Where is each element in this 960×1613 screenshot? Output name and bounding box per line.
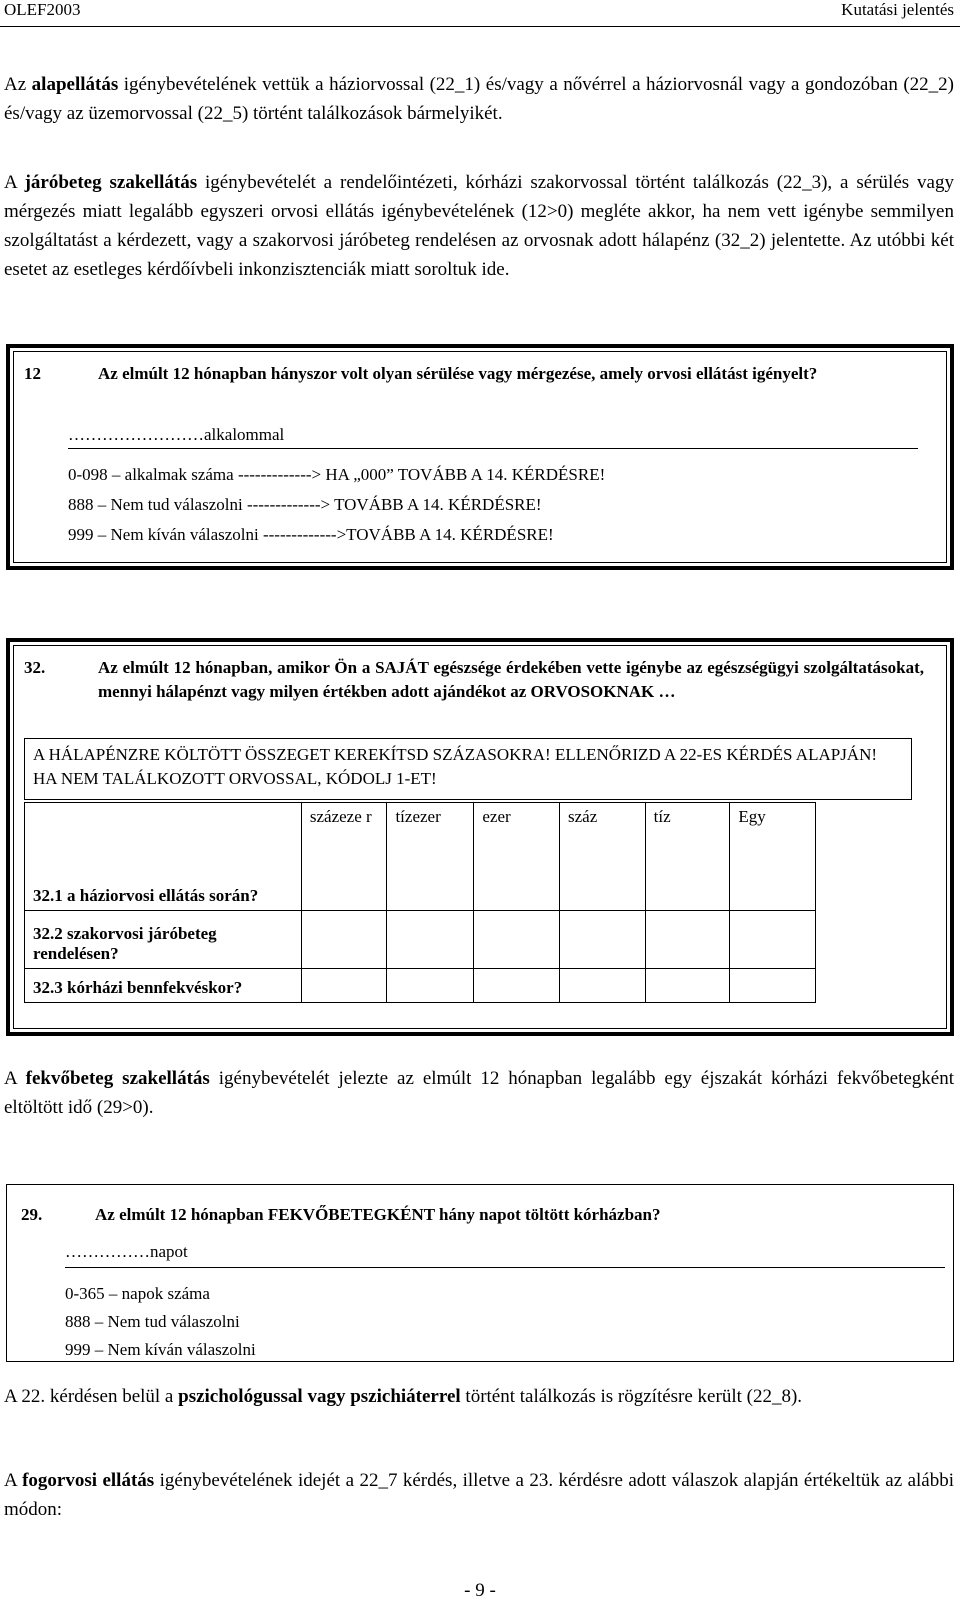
q32-col-header-5: tíz (645, 803, 730, 911)
q32-col-header-3: ezer (474, 803, 560, 911)
q32-col-header-6: Egy (730, 803, 816, 911)
q32-col-header-1: százeze r (301, 803, 387, 911)
end-p1-c: történt találkozás is rögzítésre került (22_8). (460, 1386, 803, 1407)
q32-row-label-1: 32.1 a háziorvosi ellátás során? (25, 803, 302, 911)
q32-col-header-4: száz (559, 803, 645, 911)
intro-p1-c: igénybevételének vettük a háziorvossal (22_1) és/vagy a nővérrel a háziorvosnál vagy a gondozóban (22_2) és/vagy az üzemorvossal (22_5) történt találkozások bármelyikét. (4, 74, 955, 124)
q32-cell[interactable] (645, 911, 730, 969)
inpatient-paragraph (4, 1064, 954, 1122)
q12-answer: ……………………alkalommal (68, 425, 285, 444)
q32-cell[interactable] (730, 969, 816, 1003)
header-rule (0, 26, 960, 27)
q32-cell[interactable] (387, 969, 474, 1003)
q32-cell[interactable] (730, 911, 816, 969)
end-p1-a: A 22. kérdésen belül a (4, 1386, 179, 1407)
q29-option-1: 0-365 – napok száma (65, 1284, 210, 1303)
q32-cell[interactable] (559, 911, 645, 969)
dental-paragraph (4, 1466, 954, 1524)
end-p2-b: fogorvosi ellátás (22, 1470, 155, 1491)
mid-b: fekvőbeteg szakellátás (25, 1068, 210, 1089)
intro-p1-b: alapellátás (31, 74, 119, 95)
intro-p1-a: Az (4, 74, 32, 95)
q29-answer: ……………napot (65, 1242, 188, 1261)
q32-amount-table (24, 802, 816, 1003)
q32-cell[interactable] (474, 911, 560, 969)
q29-option-2: 888 – Nem tud válaszolni (65, 1312, 240, 1331)
q32-cell[interactable] (559, 969, 645, 1003)
end-p1-b: pszichológussal vagy pszichiáterrel (178, 1386, 461, 1407)
question-29-box (6, 1184, 954, 1362)
intro-p2-c: igénybevételét a rendelőintézeti, kórházi szakorvossal történt találkozás (22_3), a sérülés vagy mérgezés miatt legalább egyszeri orvosi ellátás igénybevételének (12>0) megléte akkor, ha nem vett igénybe semmilyen szolgáltatást a kérdezett, vagy a szakorvosi járóbeteg rendelésen az orvosnak adott hálapénz (32_2) jelentette. Az utóbbi két esetet az esetleges kérdőívbeli inkonzisztenciák miatt soroltuk ide. (4, 172, 954, 280)
q32-cell[interactable] (474, 969, 560, 1003)
q12-heading (24, 362, 924, 410)
q32-cell[interactable] (387, 911, 474, 969)
q12-option-2: 888 – Nem tud válaszolni -------------> TOVÁBB A 14. KÉRDÉSRE! (68, 495, 542, 514)
q32-row-3 (25, 969, 816, 1003)
question-12-box (6, 344, 954, 570)
q32-heading (24, 656, 924, 728)
intro-paragraph-2 (4, 168, 954, 284)
q12-option-1: 0-098 – alkalmak száma -------------> HA „000” TOVÁBB A 14. KÉRDÉSRE! (68, 465, 606, 484)
q12-rule (68, 448, 918, 449)
q32-text: Az elmúlt 12 hónapban, amikor Ön a SAJÁT egészsége érdekében vette igénybe az egészségügyi szolgáltatásokat, mennyi hálapénzt vagy milyen értékben adott ajándékot az ORVOSOKNAK … (98, 658, 924, 701)
q32-cell[interactable] (645, 969, 730, 1003)
q32-col-header-2: tízezer (387, 803, 474, 911)
question-32-box (6, 638, 954, 1036)
q12-text: Az elmúlt 12 hónapban hányszor volt olyan sérülése vagy mérgezése, amely orvosi ellátást igényelt? (98, 364, 818, 383)
page-header (0, 0, 960, 24)
psych-paragraph (4, 1382, 954, 1411)
q12-option-3: 999 – Nem kíván válaszolni ------------->TOVÁBB A 14. KÉRDÉSRE! (68, 525, 554, 544)
q32-cell[interactable] (301, 911, 387, 969)
q32-cell[interactable] (301, 969, 387, 1003)
q29-text: Az elmúlt 12 hónapban FEKVŐBETEGKÉNT hány napot töltött kórházban? (95, 1205, 661, 1224)
mid-c: igénybevételét jelezte az elmúlt 12 hónapban legalább egy éjszakát kórházi fekvőbetegként eltöltött idő (29>0). (4, 1068, 954, 1118)
q29-number: 29. (21, 1205, 43, 1224)
q32-row-label-3: 32.3 kórházi bennfekvéskor? (25, 969, 302, 1003)
intro-p2-a: A (4, 172, 25, 193)
end-p2-a: A (4, 1470, 23, 1491)
q32-instruction: A HÁLAPÉNZRE KÖLTÖTT ÖSSZEGET KEREKÍTSD SZÁZASOKRA! ELLENŐRIZD A 22-ES KÉRDÉS ALAPJÁN! HA NEM TALÁLKOZOTT ORVOSSAL, KÓDOLJ 1-ET! (24, 738, 912, 800)
q32-row-label-2: 32.2 szakorvosi járóbeteg rendelésen? (25, 911, 302, 969)
q12-number: 12 (24, 364, 41, 383)
q29-option-3: 999 – Nem kíván válaszolni (65, 1340, 256, 1359)
q32-row-1 (25, 803, 816, 911)
q29-rule (65, 1267, 945, 1268)
page-number: - 9 - (464, 1580, 496, 1601)
header-right: Kutatási jelentés (841, 0, 954, 19)
intro-paragraph-1 (4, 70, 954, 128)
q32-row-2 (25, 911, 816, 969)
intro-p2-b: járóbeteg szakellátás (24, 172, 198, 193)
end-p2-c: igénybevételének idejét a 22_7 kérdés, illetve a 23. kérdésre adott válaszok alapján értékeltük az alábbi módon: (4, 1470, 954, 1520)
q29-heading (21, 1203, 921, 1227)
mid-a: A (4, 1068, 26, 1089)
header-left: OLEF2003 (4, 0, 81, 19)
q32-number: 32. (24, 658, 46, 677)
